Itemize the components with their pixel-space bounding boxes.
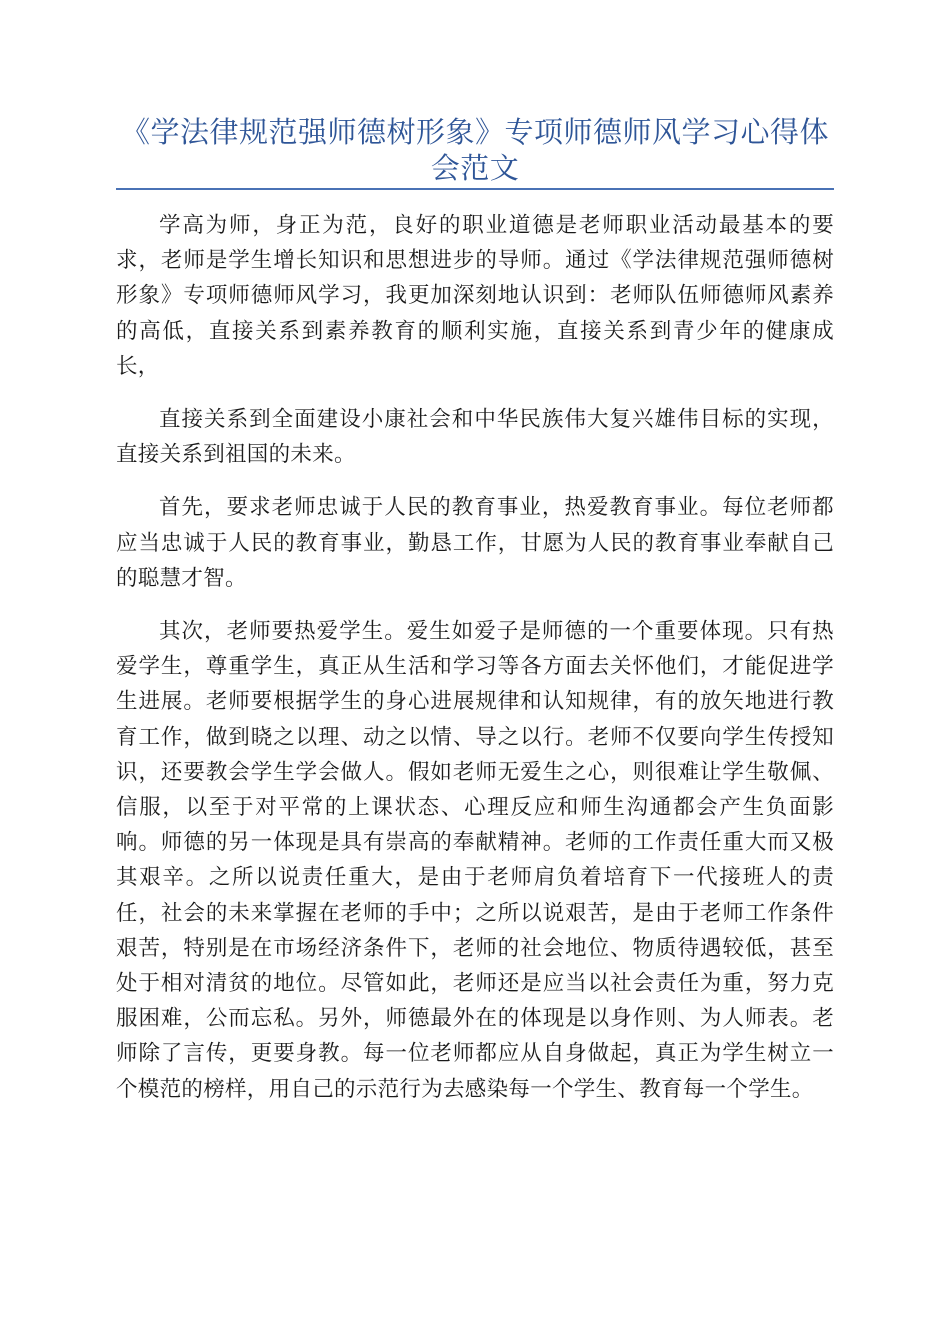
title-underline [116, 188, 834, 190]
document-body [116, 208, 834, 1125]
title-block [116, 114, 834, 190]
paragraph-3: 首先，要求老师忠诚于人民的教育事业，热爱教育事业。每位老师都应当忠诚于人民的教育事业，勤恳工作，甘愿为人民的教育事业奉献自己的聪慧才智。 [116, 495, 834, 591]
document-title: 《学法律规范强师德树形象》专项师德师风学习心得体会范文 [120, 115, 829, 185]
paragraph-1: 学高为师，身正为范，良好的职业道德是老师职业活动最基本的要求，老师是学生增长知识和思想进步的导师。通过《学法律规范强师德树形象》专项师德师风学习，我更加深刻地认识到：老师队伍师德师风素养的高低，直接关系到素养教育的顺利实施，直接关系到青少年的健康成长， [116, 213, 834, 379]
paragraph-4: 其次，老师要热爱学生。爱生如爱子是师德的一个重要体现。只有热爱学生，尊重学生，真正从生活和学习等各方面去关怀他们，才能促进学生进展。老师要根据学生的身心进展规律和认知规律，有的放矢地进行教育工作，做到晓之以理、动之以情、导之以行。老师不仅要向学生传授知识，还要教会学生学会做人。假如老师无爱生之心，则很难让学生敬佩、信服，以至于对平常的上课状态、心理反应和师生沟通都会产生负面影响。师德的另一体现是具有崇高的奉献精神。老师的工作责任重大而又极其艰辛。之所以说责任重大，是由于老师肩负着培育下一代接班人的责任，社会的未来掌握在老师的手中；之所以说艰苦，是由于老师工作条件艰苦，特别是在市场经济条件下，老师的社会地位、物质待遇较低，甚至处于相对清贫的地位。尽管如此，老师还是应当以社会责任为重，努力克服困难，公而忘私。另外，师德最外在的体现是以身作则、为人师表。老师除了言传，更要身教。每一位老师都应从自身做起，真正为学生树立一个模范的榜样，用自己的示范行为去感染每一个学生、教育每一个学生。 [116, 619, 834, 1102]
paragraph-2: 直接关系到全面建设小康社会和中华民族伟大复兴雄伟目标的实现，直接关系到祖国的未来。 [116, 407, 834, 468]
